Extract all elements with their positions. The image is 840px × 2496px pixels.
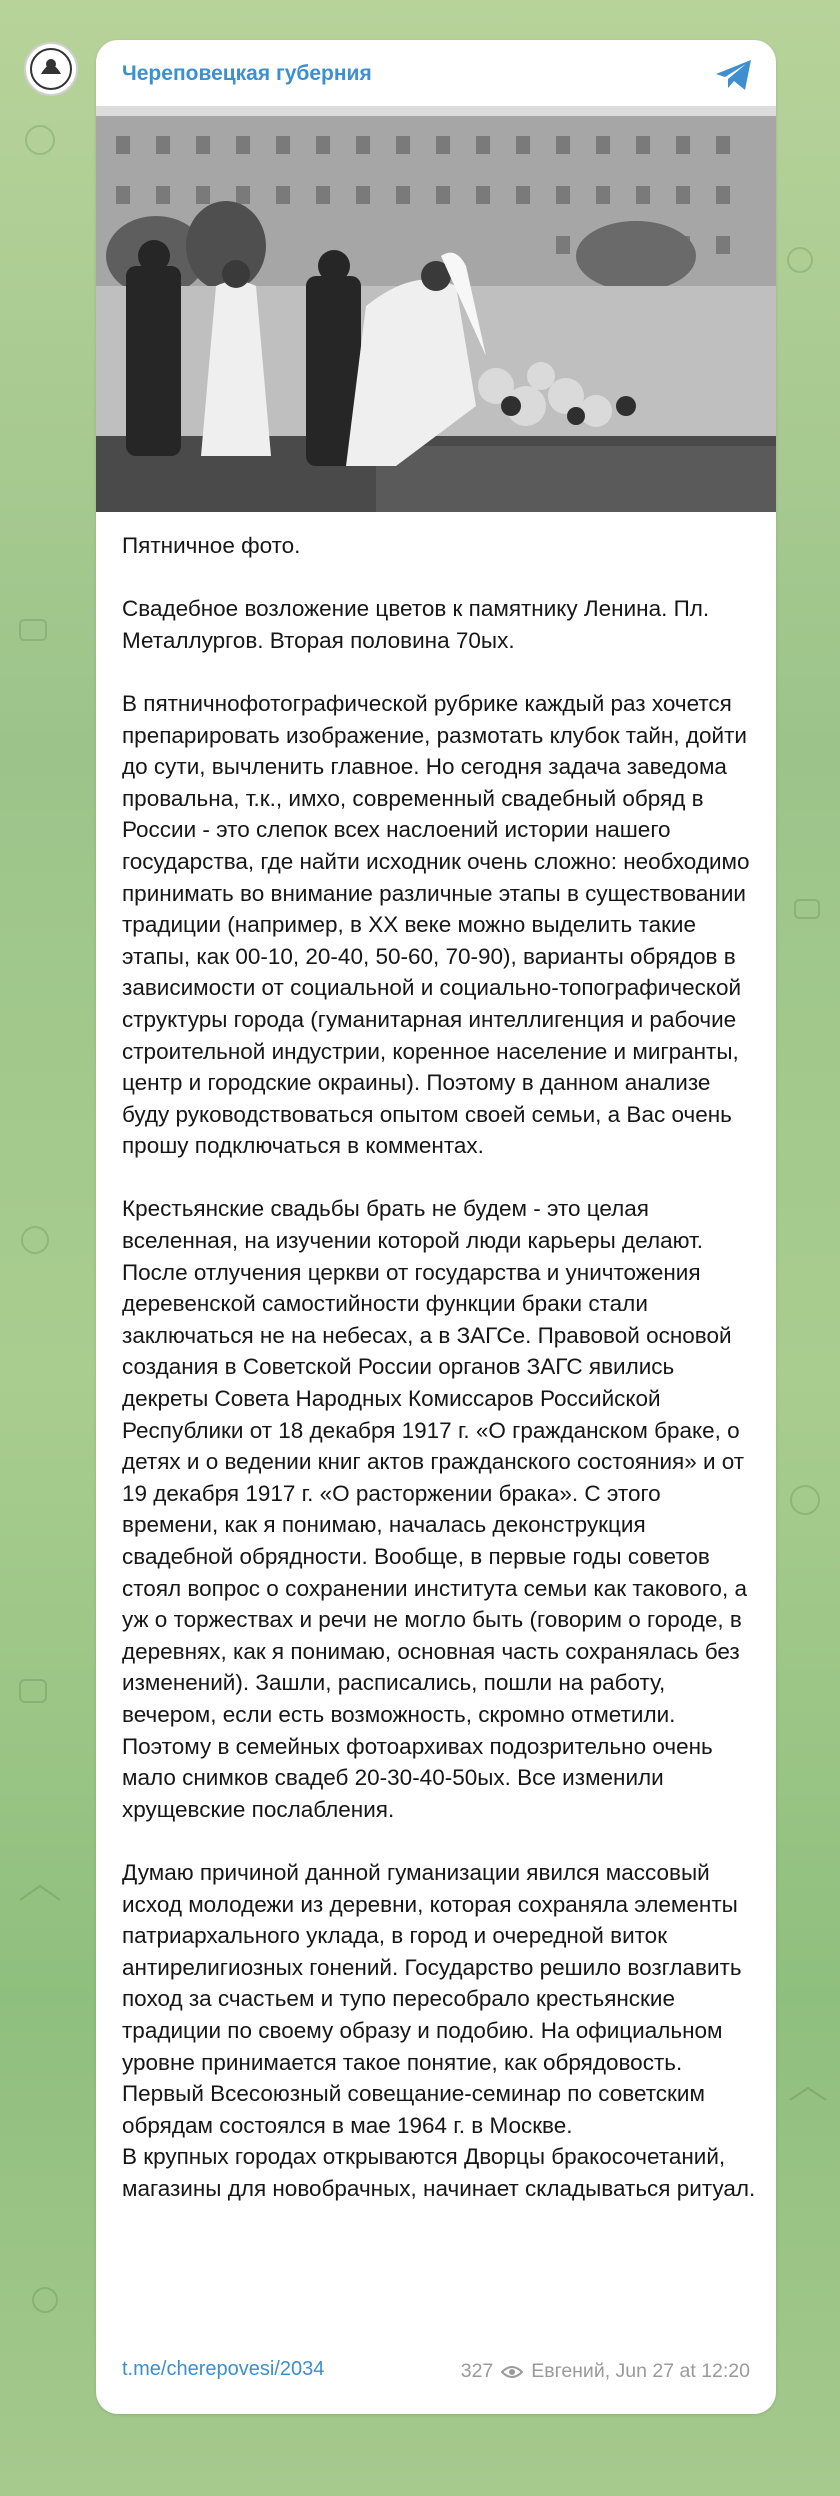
message-meta: [461, 2360, 750, 2383]
post-paragraph: Думаю причиной данной гуманизации явился массовый исход молодежи из деревни, которая сохраняла элементы патриархального уклада, в город и очередной виток антирелигиозных гонений. Государство решило возглавить поход за счастьем и тупо пересобрало крестьянские традиции по своему образу и подобию. На официальном уровне принимается такое понятие, как обрядовость. Первый Всесоюзный совещание-семинар по советским обрядам состоялся в мае 1964 г. в Москве.: [122, 1859, 742, 2138]
post-link[interactable]: t.me/cherepovesi/2034: [122, 2358, 325, 2380]
message-header: [96, 40, 776, 106]
post-text: [122, 530, 762, 2204]
post-paragraph: Свадебное возложение цветов к памятнику Ленина. Пл. Металлургов. Вторая половина 70ых.: [122, 596, 710, 653]
post-paragraph: В крупных городах открываются Дворцы бракосочетаний, магазины для новобрачных, начинает складываться ритуал.: [122, 2144, 756, 2201]
post-paragraph: Пятничное фото.: [122, 533, 301, 558]
channel-avatar-icon[interactable]: [24, 42, 78, 96]
paragraph-gap: [122, 1162, 762, 1194]
post-paragraph: В пятничнофотографической рубрике каждый раз хочется препарировать изображение, размотать клубок тайн, дойти до сути, вычленить главное. Но сегодня задача заведома провальна, т.к., имхо, современный свадебный обряд в России - это слепок всех наслоений истории нашего государства, где найти исходник очень сложно: необходимо принимать во внимание различные этапы в существовании традиции (например, в XX веке можно выделить такие этапы, как 00-10, 20-40, 50-60, 70-90), варианты обрядов в зависимости от социальной и социально-топографической структуры города (гуманитарная интеллигенция и рабочие строительной индустрии, коренное население и мигранты, центр и городские окраины). Поэтому в данном анализе буду руководствоваться опытом своей семьи, а Вас очень прошу подключаться в комментах.: [122, 690, 750, 1159]
paragraph-gap: [122, 656, 762, 688]
message-footer: [96, 2354, 776, 2414]
author-date: Евгений, Jun 27 at 12:20: [531, 2360, 750, 2382]
telegram-plane-icon[interactable]: [714, 58, 754, 92]
paragraph-gap: [122, 562, 762, 594]
channel-name[interactable]: Череповецкая губерния: [122, 62, 372, 85]
view-count: 327: [460, 2360, 494, 2382]
message-card: [96, 40, 776, 2414]
post-paragraph: Крестьянские свадьбы брать не будем - это целая вселенная, на изучении которой люди карьеры делают. После отлучения церкви от государства и уничтожения деревенской самостийности функции браки стали заключаться не на небесах, а в ЗАГСе. Правовой основой создания в Советской России органов ЗАГС явились декреты Совета Народных Комиссаров Российской Республики от 18 декабря 1917 г. «О гражданском браке, о детях и о ведении книг актов гражданского состояния» и от 19 декабря 1917 г. «О расторжении брака». С этого времени, как я понимаю, началась деконструкция свадебной обрядности. Вообще, в первые годы советов стоял вопрос о сохранении института семьи как такового, а уж о торжествах и речи не могло быть (говорим о городе, в деревнях, как я понимаю, основная часть сохранялась без изменений). Зашли, расписались, пошли на работу, вечером, если есть возможность, скромно отметили. Поэтому в семейных фотоархивах подозрительно очень мало снимков свадеб 20-30-40-50ых. Все изменили хрущевские послабления.: [122, 1196, 747, 1822]
post-photo[interactable]: [96, 106, 776, 512]
eye-icon: [501, 2365, 523, 2379]
paragraph-gap: [122, 1825, 762, 1857]
